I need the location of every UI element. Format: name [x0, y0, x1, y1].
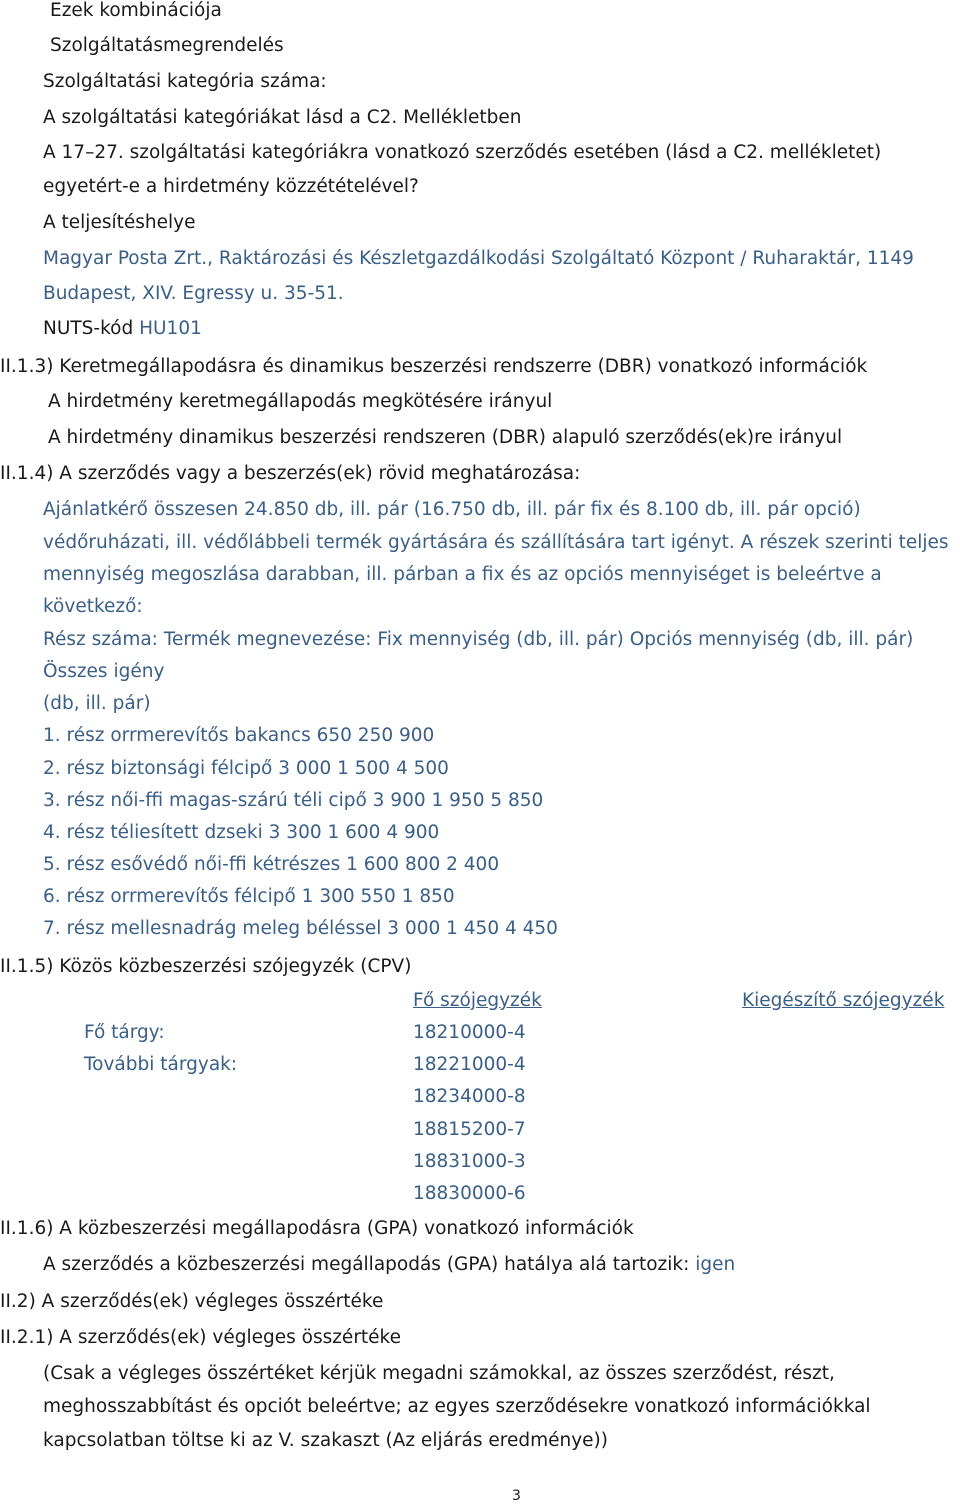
- text-line: Ezek kombinációja: [50, 0, 222, 21]
- section-heading: II.1.5) Közös közbeszerzési szójegyzék (CPV): [0, 956, 412, 977]
- section-heading: II.1.3) Keretmegállapodásra és dinamikus beszerzési rendszerre (DBR) vonatkozó információk: [0, 356, 868, 377]
- part-row: 3. rész női-ffi magas-szárú téli cipő 3 900 1 950 5 850: [43, 790, 544, 811]
- text-line: meghosszabbítást és opciót beleértve; az egyes szerződésekre vonatkozó információkkal: [43, 1396, 871, 1417]
- text-line: egyetért-e a hirdetmény közzétételével?: [43, 176, 419, 197]
- cpv-more-label: További tárgyak:: [84, 1054, 238, 1075]
- text-line: Szolgáltatási kategória száma:: [43, 71, 327, 92]
- text-line: Szolgáltatásmegrendelés: [50, 35, 284, 56]
- text-line: (Csak a végleges összértéket kérjük megadni számokkal, az összes szerződést, részt,: [43, 1363, 835, 1384]
- cpv-main-label: Fő tárgy:: [84, 1022, 165, 1043]
- text-line: Magyar Posta Zrt., Raktározási és Készletgazdálkodási Szolgáltató Központ / Ruharaktár, 1149: [43, 248, 914, 269]
- part-row: 1. rész orrmerevítős bakancs 650 250 900: [43, 725, 435, 746]
- nuts-line: [43, 316, 202, 342]
- text-line: A hirdetmény dinamikus beszerzési rendszeren (DBR) alapuló szerződés(ek)re irányul: [48, 427, 843, 448]
- cpv-code: 18831000-3: [413, 1151, 526, 1172]
- text-line: Ajánlatkérő összesen 24.850 db, ill. pár (16.750 db, ill. pár fix és 8.100 db, ill. pár opció): [43, 499, 861, 520]
- cpv-code: 18234000-8: [413, 1086, 526, 1107]
- text-line: mennyiség megoszlása darabban, ill. párban a fix és az opciós mennyiséget is beleértve a: [43, 564, 882, 585]
- cpv-code: 18830000-6: [413, 1183, 526, 1204]
- gpa-line: [43, 1252, 735, 1278]
- text-line: Rész száma: Termék megnevezése: Fix mennyiség (db, ill. pár) Opciós mennyiség (db, ill. pár): [43, 629, 914, 650]
- section-heading: II.1.4) A szerződés vagy a beszerzés(ek) rövid meghatározása:: [0, 463, 581, 484]
- part-row: 6. rész orrmerevítős félcipő 1 300 550 1 850: [43, 886, 455, 907]
- section-heading: II.1.6) A közbeszerzési megállapodásra (GPA) vonatkozó információk: [0, 1218, 634, 1239]
- nuts-label: NUTS-kód: [43, 318, 134, 339]
- cpv-code: 18221000-4: [413, 1054, 526, 1075]
- section-heading: II.2) A szerződés(ek) végleges összértéke: [0, 1291, 384, 1312]
- text-line: A szolgáltatási kategóriákat lásd a C2. Mellékletben: [43, 107, 522, 128]
- text-line: (db, ill. pár): [43, 693, 151, 714]
- cpv-extra-header: Kiegészítő szójegyzék: [742, 990, 945, 1011]
- text-line: Összes igény: [43, 661, 165, 682]
- cpv-code: 18210000-4: [413, 1022, 526, 1043]
- part-row: 5. rész esővédő női-ffi kétrészes 1 600 800 2 400: [43, 854, 500, 875]
- cpv-code: 18815200-7: [413, 1119, 526, 1140]
- text-line: kapcsolatban töltse ki az V. szakaszt (Az eljárás eredménye)): [43, 1430, 608, 1451]
- cpv-main-header: Fő szójegyzék: [413, 990, 542, 1011]
- text-line: Budapest, XIV. Egressy u. 35-51.: [43, 283, 344, 304]
- page-number: 3: [512, 1488, 521, 1504]
- gpa-value: igen: [695, 1254, 736, 1275]
- text-line: védőruházati, ill. védőlábbeli termék gyártására és szállítására tart igényt. A részek szerinti teljes: [43, 532, 949, 553]
- section-heading: II.2.1) A szerződés(ek) végleges összértéke: [0, 1327, 401, 1348]
- text-line: A teljesítéshelye: [43, 212, 196, 233]
- part-row: 2. rész biztonsági félcipő 3 000 1 500 4 500: [43, 758, 449, 779]
- part-row: 7. rész mellesnadrág meleg béléssel 3 000 1 450 4 450: [43, 918, 558, 939]
- text-line: A 17–27. szolgáltatási kategóriákra vonatkozó szerződés esetében (lásd a C2. mellékletet): [43, 142, 882, 163]
- text-line: A hirdetmény keretmegállapodás megkötésére irányul: [48, 391, 553, 412]
- text-line: következő:: [43, 596, 143, 617]
- part-row: 4. rész téliesített dzseki 3 300 1 600 4 900: [43, 822, 440, 843]
- nuts-code: HU101: [139, 318, 202, 339]
- gpa-label: A szerződés a közbeszerzési megállapodás (GPA) hatálya alá tartozik:: [43, 1254, 690, 1275]
